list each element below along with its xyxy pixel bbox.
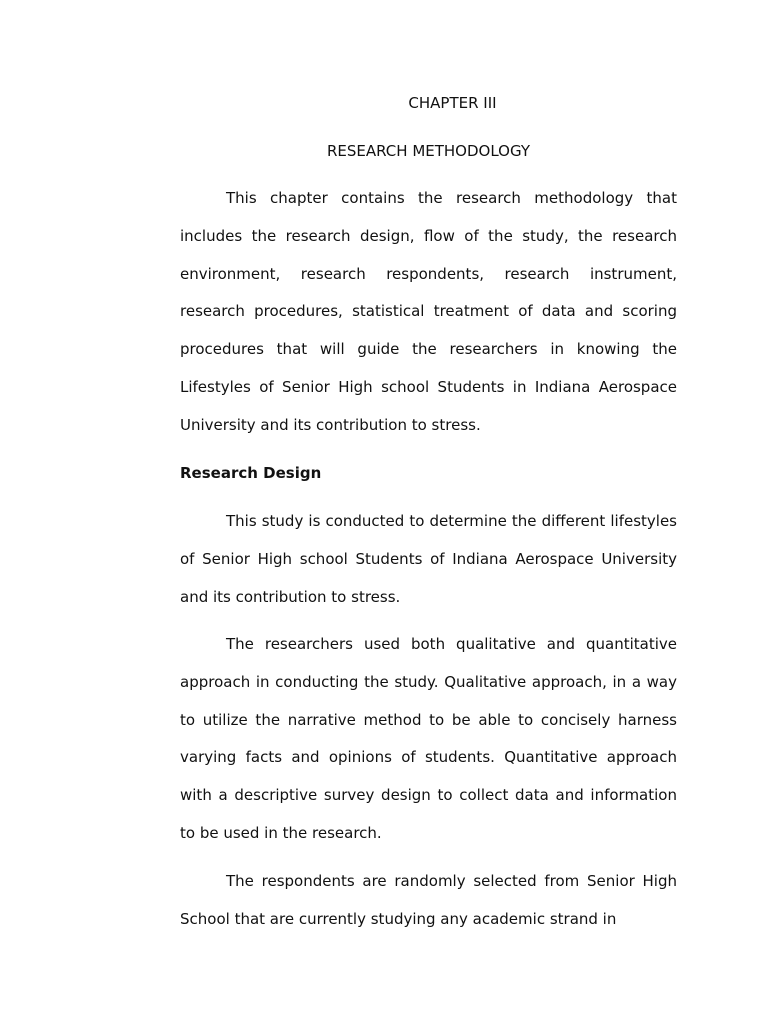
intro-paragraph: This chapter contains the research methodology that includes the research design, flow of the study, the research environment, research respondents, research instrument, research procedures, statistical treatment of data and scoring procedures that will guide the researchers in knowing the Lifestyles of Senior High school Students in Indiana Aerospace University and its contribution to stress.	[180, 189, 677, 434]
chapter-title	[180, 141, 677, 161]
research-design-paragraph: The respondents are randomly selected from Senior High School that are currently studying any academic strand in	[180, 872, 677, 928]
chapter-title-text: RESEARCH METHODOLOGY	[326, 142, 531, 160]
chapter-label-text: CHAPTER III	[408, 94, 497, 112]
research-design-heading: Research Design	[180, 464, 322, 482]
research-design-paragraph: This study is conducted to determine the different lifestyles of Senior High school Students of Indiana Aerospace University and its contribution to stress.	[180, 512, 677, 606]
research-design-paragraph: The researchers used both qualitative and quantitative approach in conducting the study. Qualitative approach, in a way to utilize the narrative method to be able to concisely harness varying facts and opinions of students. Quantitative approach with a descriptive survey design to collect data and information to be used in the research.	[180, 635, 677, 842]
chapter-label	[180, 93, 677, 113]
